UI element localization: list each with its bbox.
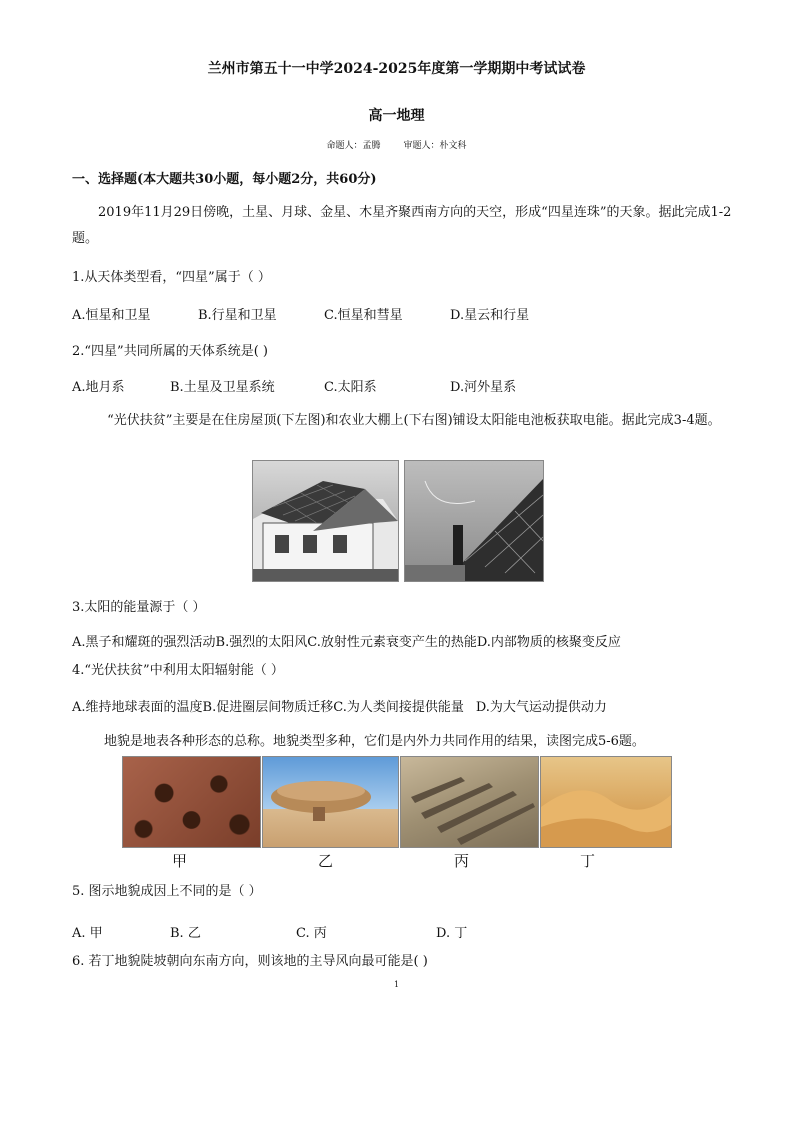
question-6: 6. 若丁地貌陡坡朝向东南方向，则该地的主导风向最可能是( ) (72, 954, 428, 969)
question-2: 2.“四星”共同所属的天体系统是( ) (72, 344, 268, 359)
author-line (0, 138, 793, 151)
question-1: 1.从天体类型看，“四星”属于（ ） (72, 270, 271, 285)
option-a: A.地月系 (72, 380, 125, 395)
option-b: B.土星及卫星系统 (170, 380, 275, 395)
label-bing: 丙 (454, 852, 470, 870)
option-d: D.河外星系 (450, 380, 517, 395)
greenhouse-solar-photo (404, 460, 544, 582)
question-3-options (72, 631, 621, 650)
question-2-options (72, 376, 516, 395)
section-heading: 一、选择题(本大题共30小题，每小题2分，共60分) (72, 172, 377, 187)
option-b: B.促进圈层间物质迁移 (202, 700, 334, 715)
option-a: A.黑子和耀斑的强烈活动 (72, 635, 216, 650)
option-c: C.太阳系 (324, 380, 377, 395)
option-d: D.内部物质的核聚变反应 (476, 635, 621, 650)
option-a: A.维持地球表面的温度 (72, 700, 203, 715)
option-c: C.恒星和彗星 (324, 308, 403, 323)
label-jia: 甲 (172, 852, 188, 870)
option-b: B.行星和卫星 (198, 308, 277, 323)
exam-title: 兰州市第五十一中学2024-2025年度第一学期期中考试试卷 (207, 61, 586, 77)
question-5: 5. 图示地貌成因上不同的是（ ） (72, 884, 262, 899)
label-yi: 乙 (318, 852, 334, 870)
question-4: 4.“光伏扶贫”中利用太阳辐射能（ ） (72, 663, 284, 678)
option-b: B.强烈的太阳风 (215, 635, 308, 650)
landform-photo-ding (540, 756, 672, 848)
landform-photo-jia (122, 756, 261, 848)
question-4-options (72, 696, 607, 715)
author: 命题人：孟腾 (326, 141, 381, 151)
option-a: A.恒星和卫星 (72, 308, 151, 323)
question-3: 3.太阳的能量源于（ ） (72, 600, 206, 615)
option-c: C.放射性元素衰变产生的热能 (307, 635, 477, 650)
label-ding: 丁 (580, 852, 596, 870)
question-1-options (72, 304, 529, 323)
option-c: C.为人类间接提供能量 (333, 700, 464, 715)
passage-1: 2019年11月29日傍晚，土星、月球、金星、木星齐聚西南方向的天空，形成“四星连珠”的天象。据此完成1-2题。 (72, 205, 732, 246)
reviewer: 审题人：朴文科 (403, 141, 467, 151)
option-d: D.为大气运动提供动力 (475, 700, 607, 715)
rooftop-solar-photo (252, 460, 399, 582)
passage-3: 地貌是地表各种形态的总称。地貌类型多种，它们是内外力共同作用的结果，读图完成5-6题。 (104, 734, 645, 749)
landform-photo-yi (262, 756, 399, 848)
page-number: 1 (393, 980, 400, 989)
option-a: A. 甲 (72, 926, 103, 941)
option-d: D.星云和行星 (450, 308, 530, 323)
subject-title: 高一地理 (368, 108, 425, 124)
passage-2: “光伏扶贫”主要是在住房屋顶(下左图)和农业大棚上(下右图)铺设太阳能电池板获取电能。据此完成3-4题。 (107, 413, 721, 428)
question-5-options (72, 922, 467, 941)
landform-photo-bing (400, 756, 539, 848)
option-c: C. 丙 (296, 926, 327, 941)
option-b: B. 乙 (170, 926, 201, 941)
option-d: D. 丁 (436, 926, 468, 941)
